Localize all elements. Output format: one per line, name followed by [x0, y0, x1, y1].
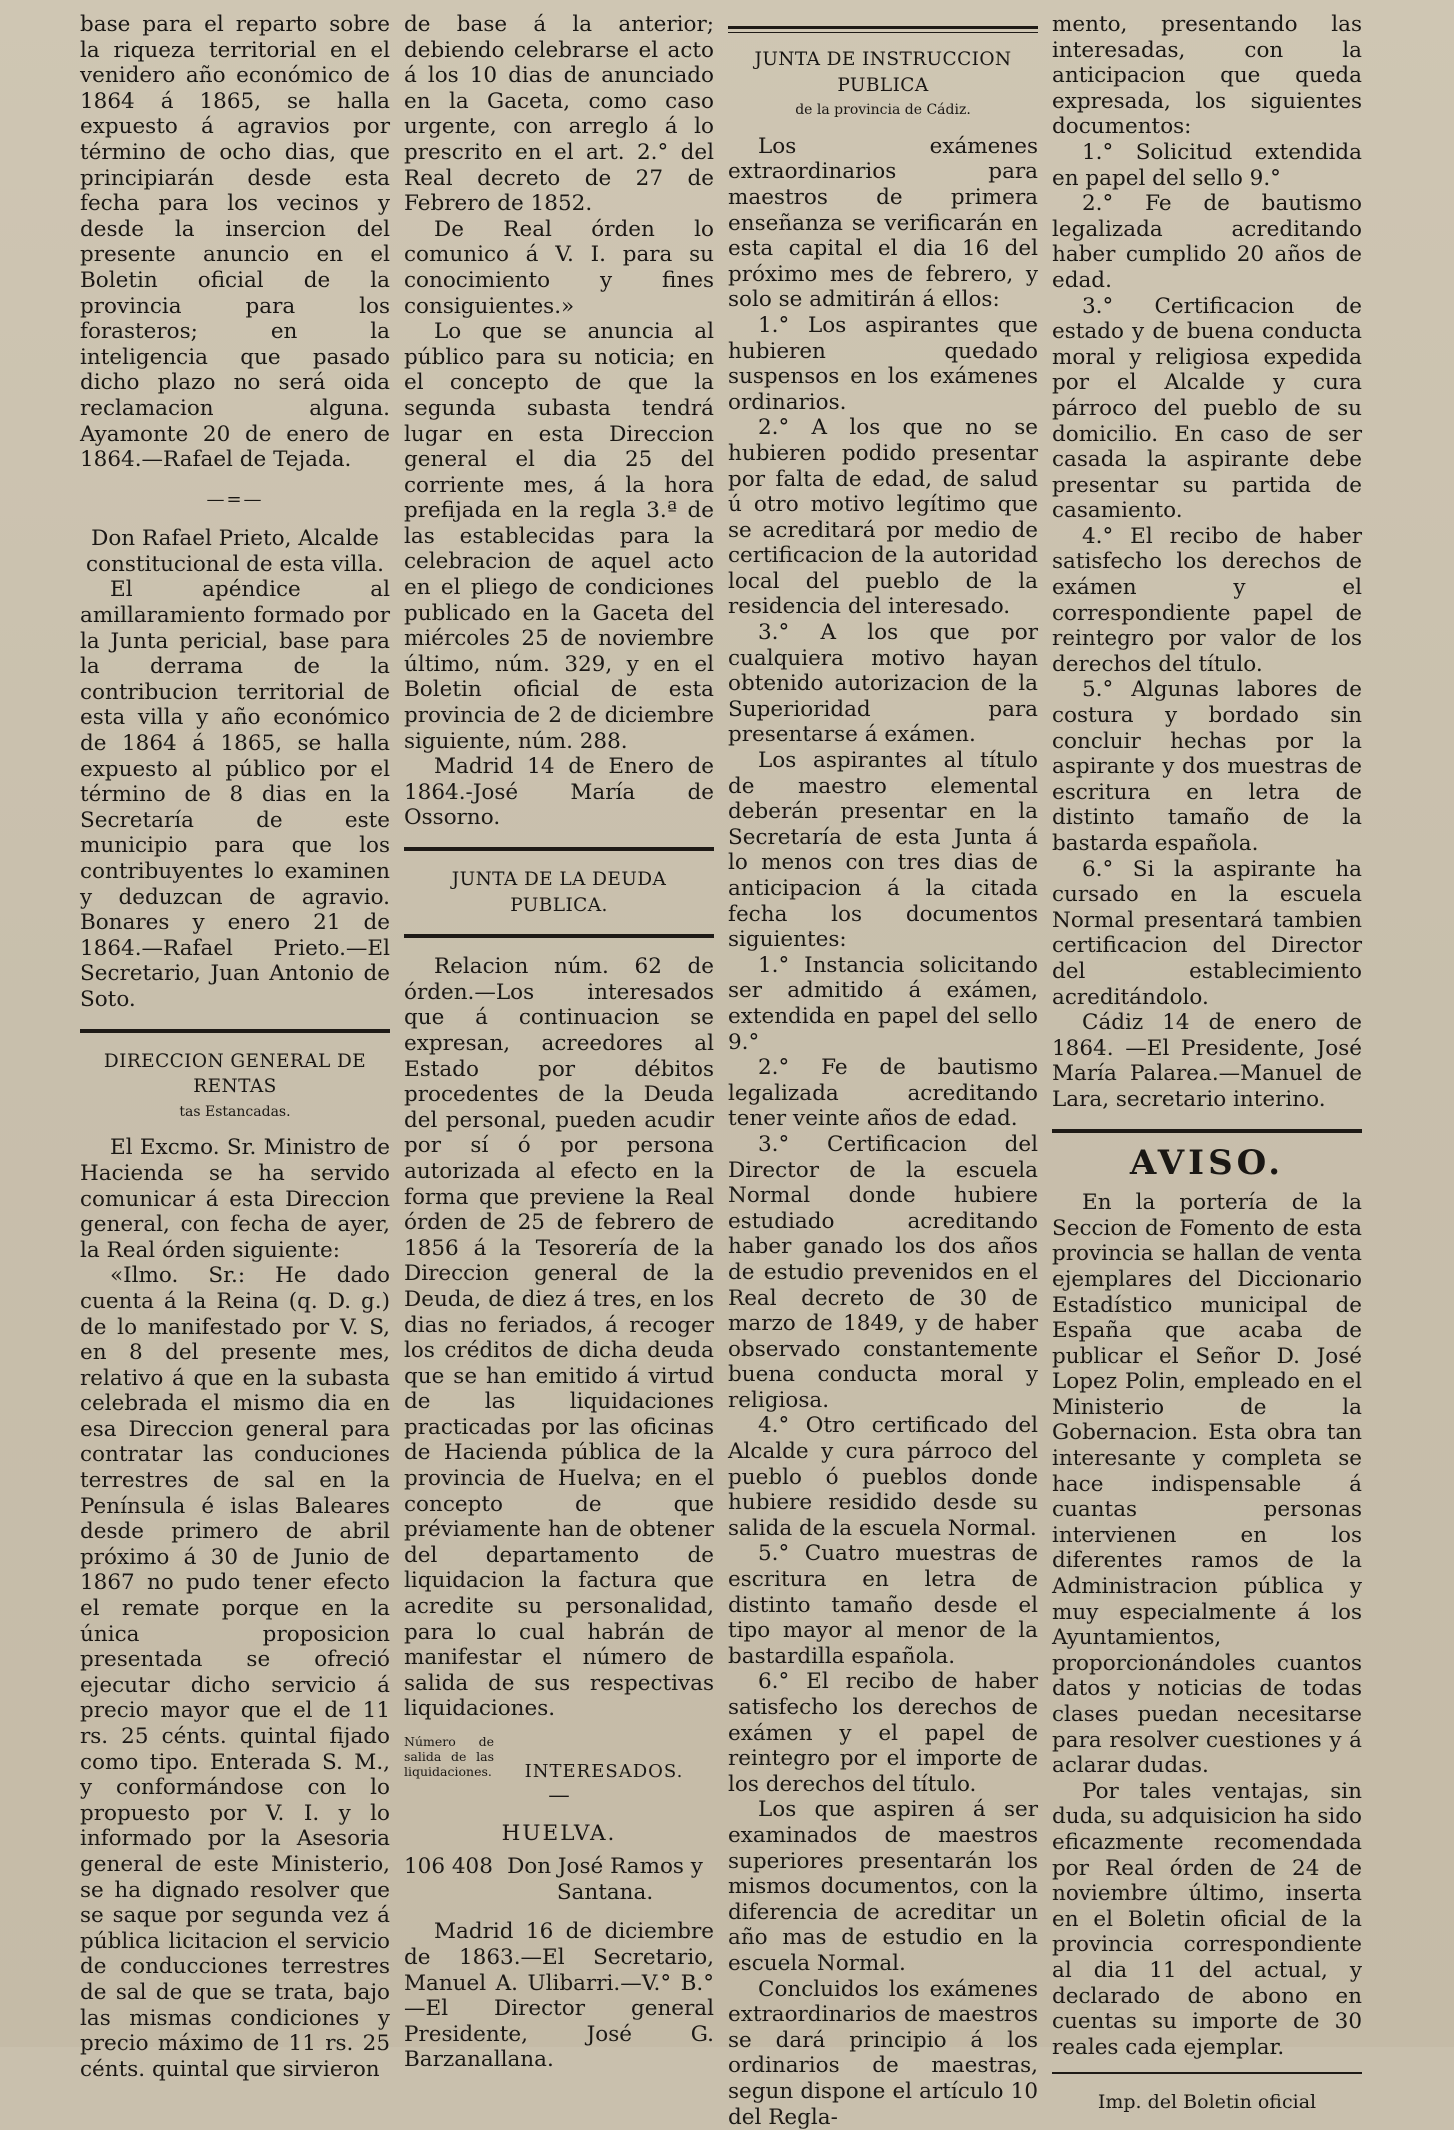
maestra-doc-4: 4.° El recibo de haber satisfecho los derechos de exámen y el correspondiente papel de reintegro por valor de los derechos del título.	[1052, 523, 1362, 677]
table-col-interesados: INTERESADOS.	[524, 1761, 684, 1782]
paragraph-ventajas: Por tales ventajas, sin duda, su adquisicion ha sido eficazmente recomendada por Real órden de 24 de noviembre último, inserta en el Boletin oficial de la provincia correspondiente al dia 11 del actual, y declarado de abono en cuentas su importe de 30 reales cada ejemplar.	[1052, 1778, 1362, 2060]
footer-rule	[1052, 2072, 1362, 2074]
column-1	[80, 12, 390, 2082]
heading-junta-instruccion: JUNTA DE INSTRUCCION PUBLICA	[754, 49, 1012, 96]
paragraph-continuation: de base á la anterior; debiendo celebrarse el acto á los 10 dias de anunciado en la Gaceta, como caso urgente, con arreglo á lo prescrito en el art. 2.° del Real decreto de 27 de Febrero de 1852.	[404, 12, 714, 217]
maestra-doc-6: 6.° Si la aspirante ha cursado en la escuela Normal presentará tambien certificacion del Director del establecimiento acreditándolo.	[1052, 856, 1362, 1010]
dash-separator: —	[548, 1783, 570, 1808]
heading-deuda-publica: JUNTA DE LA DEUDA PUBLICA.	[451, 869, 667, 916]
column-4	[1052, 12, 1362, 2114]
maestra-doc-5: 5.° Algunas labores de costura y bordado sin concluir hechas por la aspirante y dos muestras de escritura en letra de distinto tamaño de la bastarda española.	[1052, 677, 1362, 856]
imprint: Imp. del Boletin oficial	[1097, 2091, 1317, 2114]
doc-6: 6.° El recibo de haber satisfecho los derechos de exámen y el papel de reintegro por el importe de los derechos del título.	[728, 1669, 1038, 1797]
maestra-doc-2: 2.° Fe de bautismo legalizada acreditando haber cumplido 20 años de edad.	[1052, 191, 1362, 293]
separator: —=—	[206, 488, 264, 510]
paragraph-relacion: Relacion núm. 62 de órden.—Los interesados que á continuacion se expresan, acreedores al Estado por débitos procedentes de la Deuda del personal, pueden acudir por sí ó por persona autorizada al efecto en la forma que previene la Real órden de 25 de febrero de 1856 á la Tesorería de la Direccion general de la Deuda, de diez á tres, en los dias no feriados, á recoger los créditos de dicha deuda que se han emitido á virtud de las liquidaciones practicadas por las oficinas de Hacienda pública de la provincia de Huelva; en el concepto de que préviamente han de obtener del departamento de liquidacion la factura que acredite su personalidad, para lo cual habrán de manifestar el número de salida de sus respectivas liquidaciones.	[404, 954, 714, 1722]
paragraph-reglamento: mento, presentando las interesadas, con la anticipacion que queda expresada, los siguientes documentos:	[1052, 12, 1362, 140]
signature-madrid: Madrid 16 de diciembre de 1863.—El Secretario, Manuel A. Ulibarri.—V.° B.°—El Director general Presidente, José G. Barzanallana.	[404, 1919, 714, 2073]
column-3	[728, 12, 1038, 2130]
paragraph-comunico: De Real órden lo comunico á V. I. para su conocimiento y fines consiguientes.»	[404, 216, 714, 319]
paragraph-anuncio: Lo que se anuncia al público para su noticia; en el concepto de que la segunda subasta tendrá lugar en esta Direccion general el dia 25 del corriente mes, á la hora prefijada en la regla 3.ª de las establecidas para la celebracion de aquel acto en el pliego de condiciones publicado en la Gaceta del miércoles 25 de noviembre último, núm. 329, y en el Boletin oficial de esta provincia de 2 de diciembre siguiente, núm. 288.	[404, 319, 714, 754]
section-rule	[404, 934, 714, 938]
notice-bonares-title: Don Rafael Prieto, Alcalde constitucional de esta villa.	[86, 526, 384, 577]
doc-2: 2.° Fe de bautismo legalizada acreditando tener veinte años de edad.	[728, 1055, 1038, 1132]
doc-4: 4.° Otro certificado del Alcalde y cura párroco del pueblo ó pueblos donde hubiere residido desde su salida de la escuela Normal.	[728, 1413, 1038, 1541]
section-rule	[80, 1029, 390, 1033]
entry-number: 106 408	[404, 1854, 493, 1880]
subheading-estancadas: tas Estancadas.	[179, 1103, 291, 1120]
table-col-numero: Número de salida de las liquidaciones.	[404, 1734, 494, 1779]
signature-cadiz: Cádiz 14 de enero de 1864. —El Presidente, José María Palarea.—Manuel de Lara, secretario interino.	[1052, 1010, 1362, 1112]
table-row	[404, 1854, 714, 1905]
paragraph-concluidos: Concluidos los exámenes extraordinarios de maestros se dará principio á los ordinarios de maestras, segun dispone el artículo 10 del Regla-	[728, 1976, 1038, 2130]
subheading-cadiz: de la provincia de Cádiz.	[795, 102, 971, 119]
paragraph-aspirantes: Los aspirantes al título de maestro elemental deberán presentar en la Secretaría de esta Junta á lo menos con tres dias de anticipacion á la citada fecha los documentos siguientes:	[728, 748, 1038, 953]
doc-3: 3.° Certificacion del Director de la escuela Normal donde hubiere estudiado acreditando haber ganado los dos años de estudio prevenidos en el Real decreto de 30 de marzo de 1849, y de haber observado constantemente buena conducta moral y religiosa.	[728, 1131, 1038, 1413]
section-rule	[1052, 1129, 1362, 1133]
table-header	[404, 1734, 714, 1782]
paragraph-real-orden: «Ilmo. Sr.: He dado cuenta á la Reina (q. D. g.) de lo manifestado por V. S, en 8 del presente mes, relativo á que en la subasta celebrada el mismo dia en esa Direccion general para contratar las conduciones terrestres de sal en la Península é islas Baleares desde primero de abril próximo á 30 de Junio de 1867 no pudo tener efecto el remate porque en la única proposicion presentada se ofreció ejecutar dicho servicio á precio mayor que el de 11 rs. 25 cénts. quintal fijado como tipo. Enterada S. M., y conformándose con lo propuesto por V. I. y lo informado por la Asesoria general de este Ministerio, se ha dignado resolver que se saque por segunda vez á pública licitacion el servicio de conducciones terrestres de sal de que se trata, bajo las mismas condiciones y precio máximo de 11 rs. 25 cénts. quintal que sirvieron	[80, 1263, 390, 2082]
signature-ossorno: Madrid 14 de Enero de 1864.-José María de Ossorno.	[404, 754, 714, 831]
maestra-doc-1: 1.° Solicitud extendida en papel del sello 9.°	[1052, 139, 1362, 191]
paragraph-superiores: Los que aspiren á ser examinados de maestros superiores presentarán los mismos documentos, con la diferencia de acreditar un año mas de estudio en la escuela Normal.	[728, 1797, 1038, 1976]
paragraph-diccionario: En la portería de la Seccion de Fomento de esta provincia se hallan de venta ejemplares del Diccionario Estadístico municipal de España que acaba de publicar el Señor D. José Lopez Polin, empleado en el Ministerio de la Gobernacion. Esta obra tan interesante y completa se hace indispensable á cuantas personas intervienen en los diferentes ramos de la Administracion pública y muy especialmente á los Ayuntamientos, proporcionándoles cuantos datos y noticias de todas clases puedan necesitarse para resolver cuestiones y á aclarar dudas.	[1052, 1190, 1362, 1779]
heading-huelva: HUELVA.	[501, 1820, 617, 1846]
doc-1: 1.° Instancia solicitando ser admitido á exámen, extendida en papel del sello 9.°	[728, 952, 1038, 1055]
entry-name: Don José Ramos y Santana.	[507, 1854, 703, 1905]
heading-direccion-rentas: DIRECCION GENERAL DE RENTAS	[103, 1050, 367, 1098]
heading-aviso: AVISO.	[1129, 1142, 1285, 1183]
paragraph-examenes: Los exámenes extraordinarios para maestros de primera enseñanza se verificarán en esta capital el dia 16 del próximo mes de febrero, y solo se admitirán á ellos:	[728, 133, 1038, 313]
doc-5: 5.° Cuatro muestras de escritura en letra de distinto tamaño desde el tipo mayor al menor de la bastardilla española.	[728, 1541, 1038, 1669]
notice-ayamonte: base para el reparto sobre la riqueza territorial en el venidero año económico de 1864 á 1865, se halla expuesto á agravios por término de ocho dias, que principiarán desde esta fecha para los vecinos y desde la insercion del presente anuncio en el Boletin oficial de la provincia para los forasteros; en la inteligencia que pasado dicho plazo no será oida reclamacion alguna. Ayamonte 20 de enero de 1864.—Rafael de Tejada.	[80, 12, 390, 473]
item-3: 3.° A los que por cualquiera motivo hayan obtenido autorizacion de la Superioridad para presentarse á exámen.	[728, 620, 1038, 748]
column-2	[404, 12, 714, 2073]
paragraph-intro: El Excmo. Sr. Ministro de Hacienda se ha servido comunicar á esta Direccion general, con fecha de ayer, la Real órden siguiente:	[80, 1135, 390, 1263]
notice-bonares-body: El apéndice al amillaramiento formado por la Junta pericial, base para la derrama de la contribucion territorial de esta villa y año económico de 1864 á 1865, se halla expuesto al público por el término de 8 dias en la Secretaría de este municipio para que los contribuyentes lo examinen y deduzcan de agravio. Bonares y enero 21 de 1864.—Rafael Prieto.—El Secretario, Juan Antonio de Soto.	[80, 577, 390, 1012]
maestra-doc-3: 3.° Certificacion de estado y de buena conducta moral y religiosa expedida por el Alcalde y cura párroco del pueblo de su domicilio. En caso de ser casada la aspirante debe presentar su partida de casamiento.	[1052, 293, 1362, 524]
item-1: 1.° Los aspirantes que hubieren quedado suspensos en los exámenes ordinarios.	[728, 312, 1038, 415]
section-rule	[728, 26, 1038, 33]
section-rule	[404, 847, 714, 851]
item-2: 2.° A los que no se hubieren podido presentar por falta de edad, de salud ú otro motivo legítimo que se acreditará por medio de certificacion de la autoridad local del pueblo de la residencia del interesado.	[728, 415, 1038, 620]
